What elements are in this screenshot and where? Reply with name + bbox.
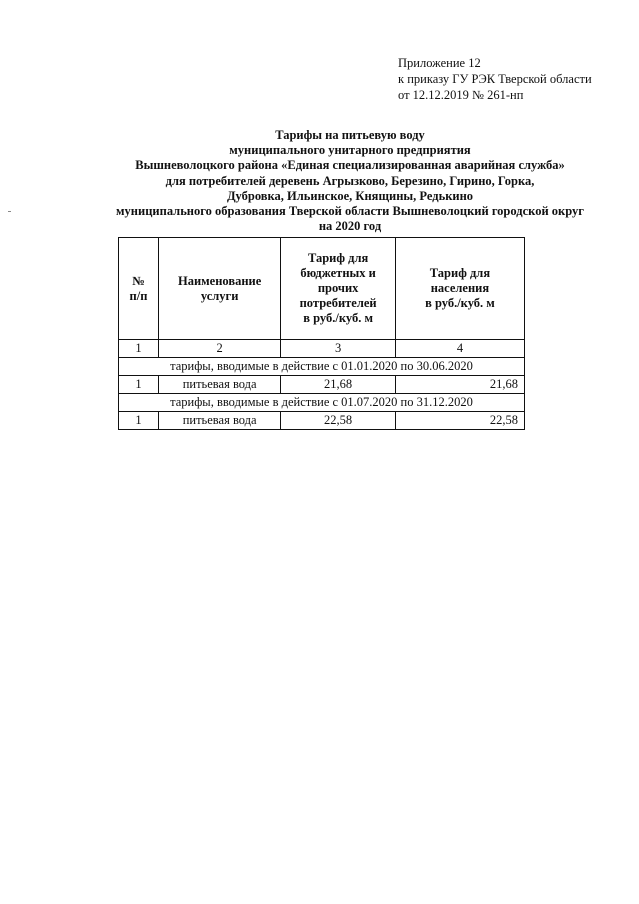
index-cell-2: 2: [158, 340, 280, 358]
index-cell-1: 1: [119, 340, 159, 358]
scan-mark: [8, 211, 11, 212]
table-index-row: [119, 340, 525, 358]
header-budget-tariff: Тариф для бюджетных и прочих потребителей в руб./куб. м: [281, 238, 396, 340]
appendix-block: [398, 55, 592, 103]
title-line-6: муниципального образования Тверской области Вышневолоцкий городской округ: [116, 204, 584, 219]
header-num: № п/п: [119, 238, 159, 340]
row1-num: 1: [119, 376, 159, 394]
row1-population-tariff: 21,68: [395, 376, 524, 394]
table-row: [119, 412, 525, 430]
title-line-7: на 2020 год: [318, 219, 382, 234]
title-line-3: Вышневолоцкого района «Единая специализированная аварийная служба»: [135, 158, 565, 173]
period-1-label: тарифы, вводимые в действие с 01.01.2020 по 30.06.2020: [119, 358, 525, 376]
row2-budget-tariff: 22,58: [281, 412, 396, 430]
row2-service: питьевая вода: [158, 412, 280, 430]
document-title: [90, 128, 610, 234]
period-row-1: [119, 358, 525, 376]
header-service-name: Наименование услуги: [158, 238, 280, 340]
appendix-line-2: к приказу ГУ РЭК Тверской области: [398, 72, 592, 86]
period-row-2: [119, 394, 525, 412]
appendix-line-3: от 12.12.2019 № 261-нп: [398, 88, 524, 102]
title-line-4: для потребителей деревень Агрызково, Березино, Гирино, Горка,: [165, 173, 535, 188]
index-cell-3: 3: [281, 340, 396, 358]
period-2-label: тарифы, вводимые в действие с 01.07.2020 по 31.12.2020: [119, 394, 525, 412]
title-line-2: муниципального унитарного предприятия: [229, 143, 471, 158]
table-row: [119, 376, 525, 394]
title-line-1: Тарифы на питьевую воду: [275, 128, 425, 142]
appendix-line-1: Приложение 12: [398, 56, 481, 70]
row2-num: 1: [119, 412, 159, 430]
header-population-tariff: Тариф для населения в руб./куб. м: [395, 238, 524, 340]
tariff-table: [118, 237, 525, 430]
row1-budget-tariff: 21,68: [281, 376, 396, 394]
title-line-5: Дубровка, Ильинское, Княщины, Редькино: [226, 188, 474, 203]
index-cell-4: 4: [395, 340, 524, 358]
table-header-row: [119, 238, 525, 340]
row1-service: питьевая вода: [158, 376, 280, 394]
row2-population-tariff: 22,58: [395, 412, 524, 430]
